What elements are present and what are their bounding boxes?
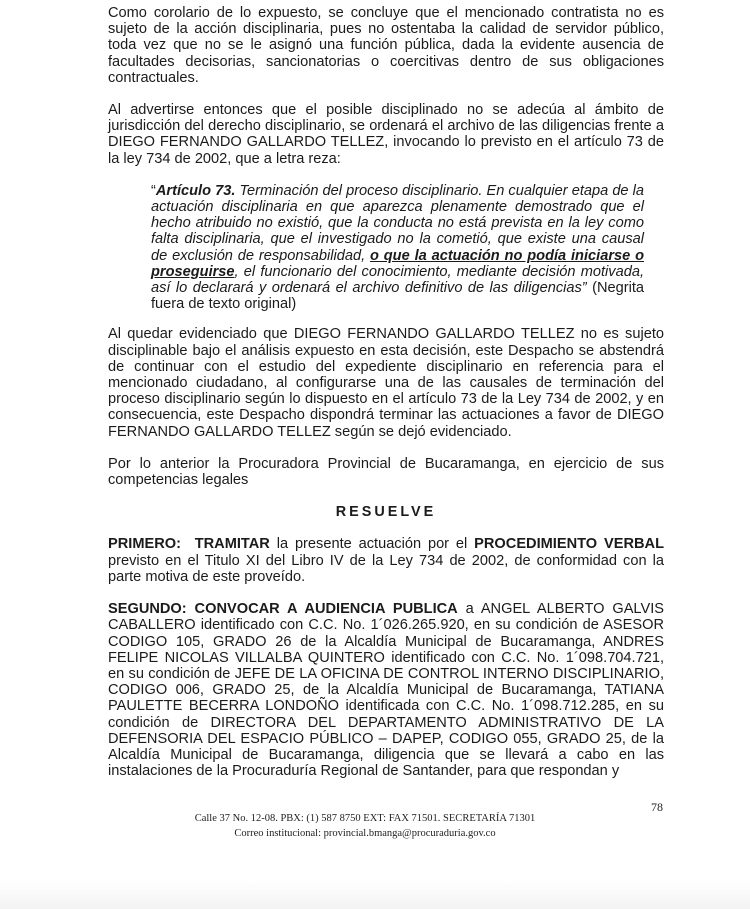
paragraph-archivo: Al advertirse entonces que el posible disciplinado no se adecúa al ámbito de jurisdicción del derecho disciplinario, se ordenará el archivo de las diligencias frente a DIEGO FERNANDO GALLARDO TELLEZ, invocando lo previsto en el artículo 73 de la ley 734 de 2002, que a letra reza: <box>108 102 664 167</box>
segundo-text: a ANGEL ALBERTO GALVIS CABALLERO identificado con C.C. No. 1´026.265.920, en su condición de ASESOR CODIGO 105, GRADO 26 de la Alcaldía Municipal de Bucaramanga, ANDRES FELIPE NICOLAS VILLALBA QUINTERO identificado con C.C. No. 1´098.704.721, en su condición de JEFE DE LA OFICINA DE CONTROL INTERNO DISCIPLINARIO, CODIGO 006, GRADO 25, de la Alcaldía Municipal de Bucaramanga, TATIANA PAULETTE BECERRA LONDOÑO identificada con C.C. No. 1´098.712.285, en su condición de DIRECTORA DEL DEPARTAMENTO ADMINISTRATIVO DE LA DEFENSORIA DEL ESPACIO PÚBLICO – DAPEP, CODIGO 055, GRADO 25, de la Alcaldía Municipal de Bucaramanga, diligencia que se llevará a cabo en las instalaciones de la Procuraduría Regional de Santander, para que respondan y <box>108 601 664 780</box>
primero-verb: TRAMITAR <box>194 536 270 553</box>
footer-email: Correo institucional: provincial.bmanga@procuraduria.gov.co <box>234 828 496 839</box>
quote-underlined-text: o que la actuación no podía iniciarse o proseguirse <box>151 247 644 280</box>
footer-address: Calle 37 No. 12-08. PBX: (1) 587 8750 EXT: FAX 71501. SECRETARÍA 71301 <box>194 813 536 824</box>
quote-open-mark: “ <box>151 182 156 199</box>
article-73-quote <box>108 183 664 313</box>
document-body <box>108 5 664 795</box>
primero-procedure: PROCEDIMIENTO VERBAL <box>474 536 665 553</box>
resuelve-heading: RESUELVE <box>335 504 437 521</box>
segundo-label: SEGUNDO: CONVOCAR A AUDIENCIA PUBLICA <box>108 601 458 618</box>
primero-label: PRIMERO: <box>108 536 181 553</box>
paragraph-competencias: Por lo anterior la Procuradora Provincial de Bucaramanga, en ejercicio de sus competencias legales <box>108 455 664 489</box>
paragraph-primero <box>108 536 664 585</box>
quote-note: (Negrita fuera de texto original) <box>151 280 644 313</box>
primero-text-2: previsto en el Titulo XI del Libro IV de la Ley 734 de 2002, de conformidad con la parte motiva de este proveído. <box>108 552 664 585</box>
paragraph-corolario: Como corolario de lo expuesto, se concluye que el mencionado contratista no es sujeto de la acción disciplinaria, pues no ostentaba la calidad de servidor público, toda vez que no se le asignó una función pública, dada la evidente ausencia de facultades decisorias, sancionatorias o coercitivas dentro de sus obligaciones contractuales. <box>108 5 664 86</box>
quote-article-label: Artículo 73. <box>155 182 236 199</box>
quote-text-2: , el funcionario del conocimiento, mediante decisión motivada, así lo declarará y ordenará el archivo definitivo de las diligencias” <box>151 263 644 297</box>
paragraph-evidenciado: Al quedar evidenciado que DIEGO FERNANDO GALLARDO TELLEZ no es sujeto disciplinable bajo el análisis expuesto en esta decisión, este Despacho se abstendrá de continuar con el estudio del expediente disciplinario en referencia para el mencionado ciudadano, al configurarse una de las causales de terminación del proceso disciplinario según lo dispuesto en el artículo 73 de la Ley 734 de 2002, y en consecuencia, este Despacho dispondrá terminar las actuaciones a favor de DIEGO FERNANDO GALLARDO TELLEZ según se dejó evidenciado. <box>108 326 664 440</box>
page-bottom-margin <box>0 880 750 909</box>
quote-text-1: Terminación del proceso disciplinario. En cualquier etapa de la actuación disciplinaria en que aparezca plenamente demostrado que el hecho atribuido no existió, que la conducta no está prevista en la ley como falta disciplinaria, que el investigado no la cometió, que existe una causal de exclusión de responsabilidad, <box>151 182 644 264</box>
primero-text-1: la presente actuación por el <box>269 536 475 553</box>
page-number: 78 <box>651 800 663 814</box>
paragraph-segundo <box>108 601 664 779</box>
page-footer <box>130 811 600 841</box>
